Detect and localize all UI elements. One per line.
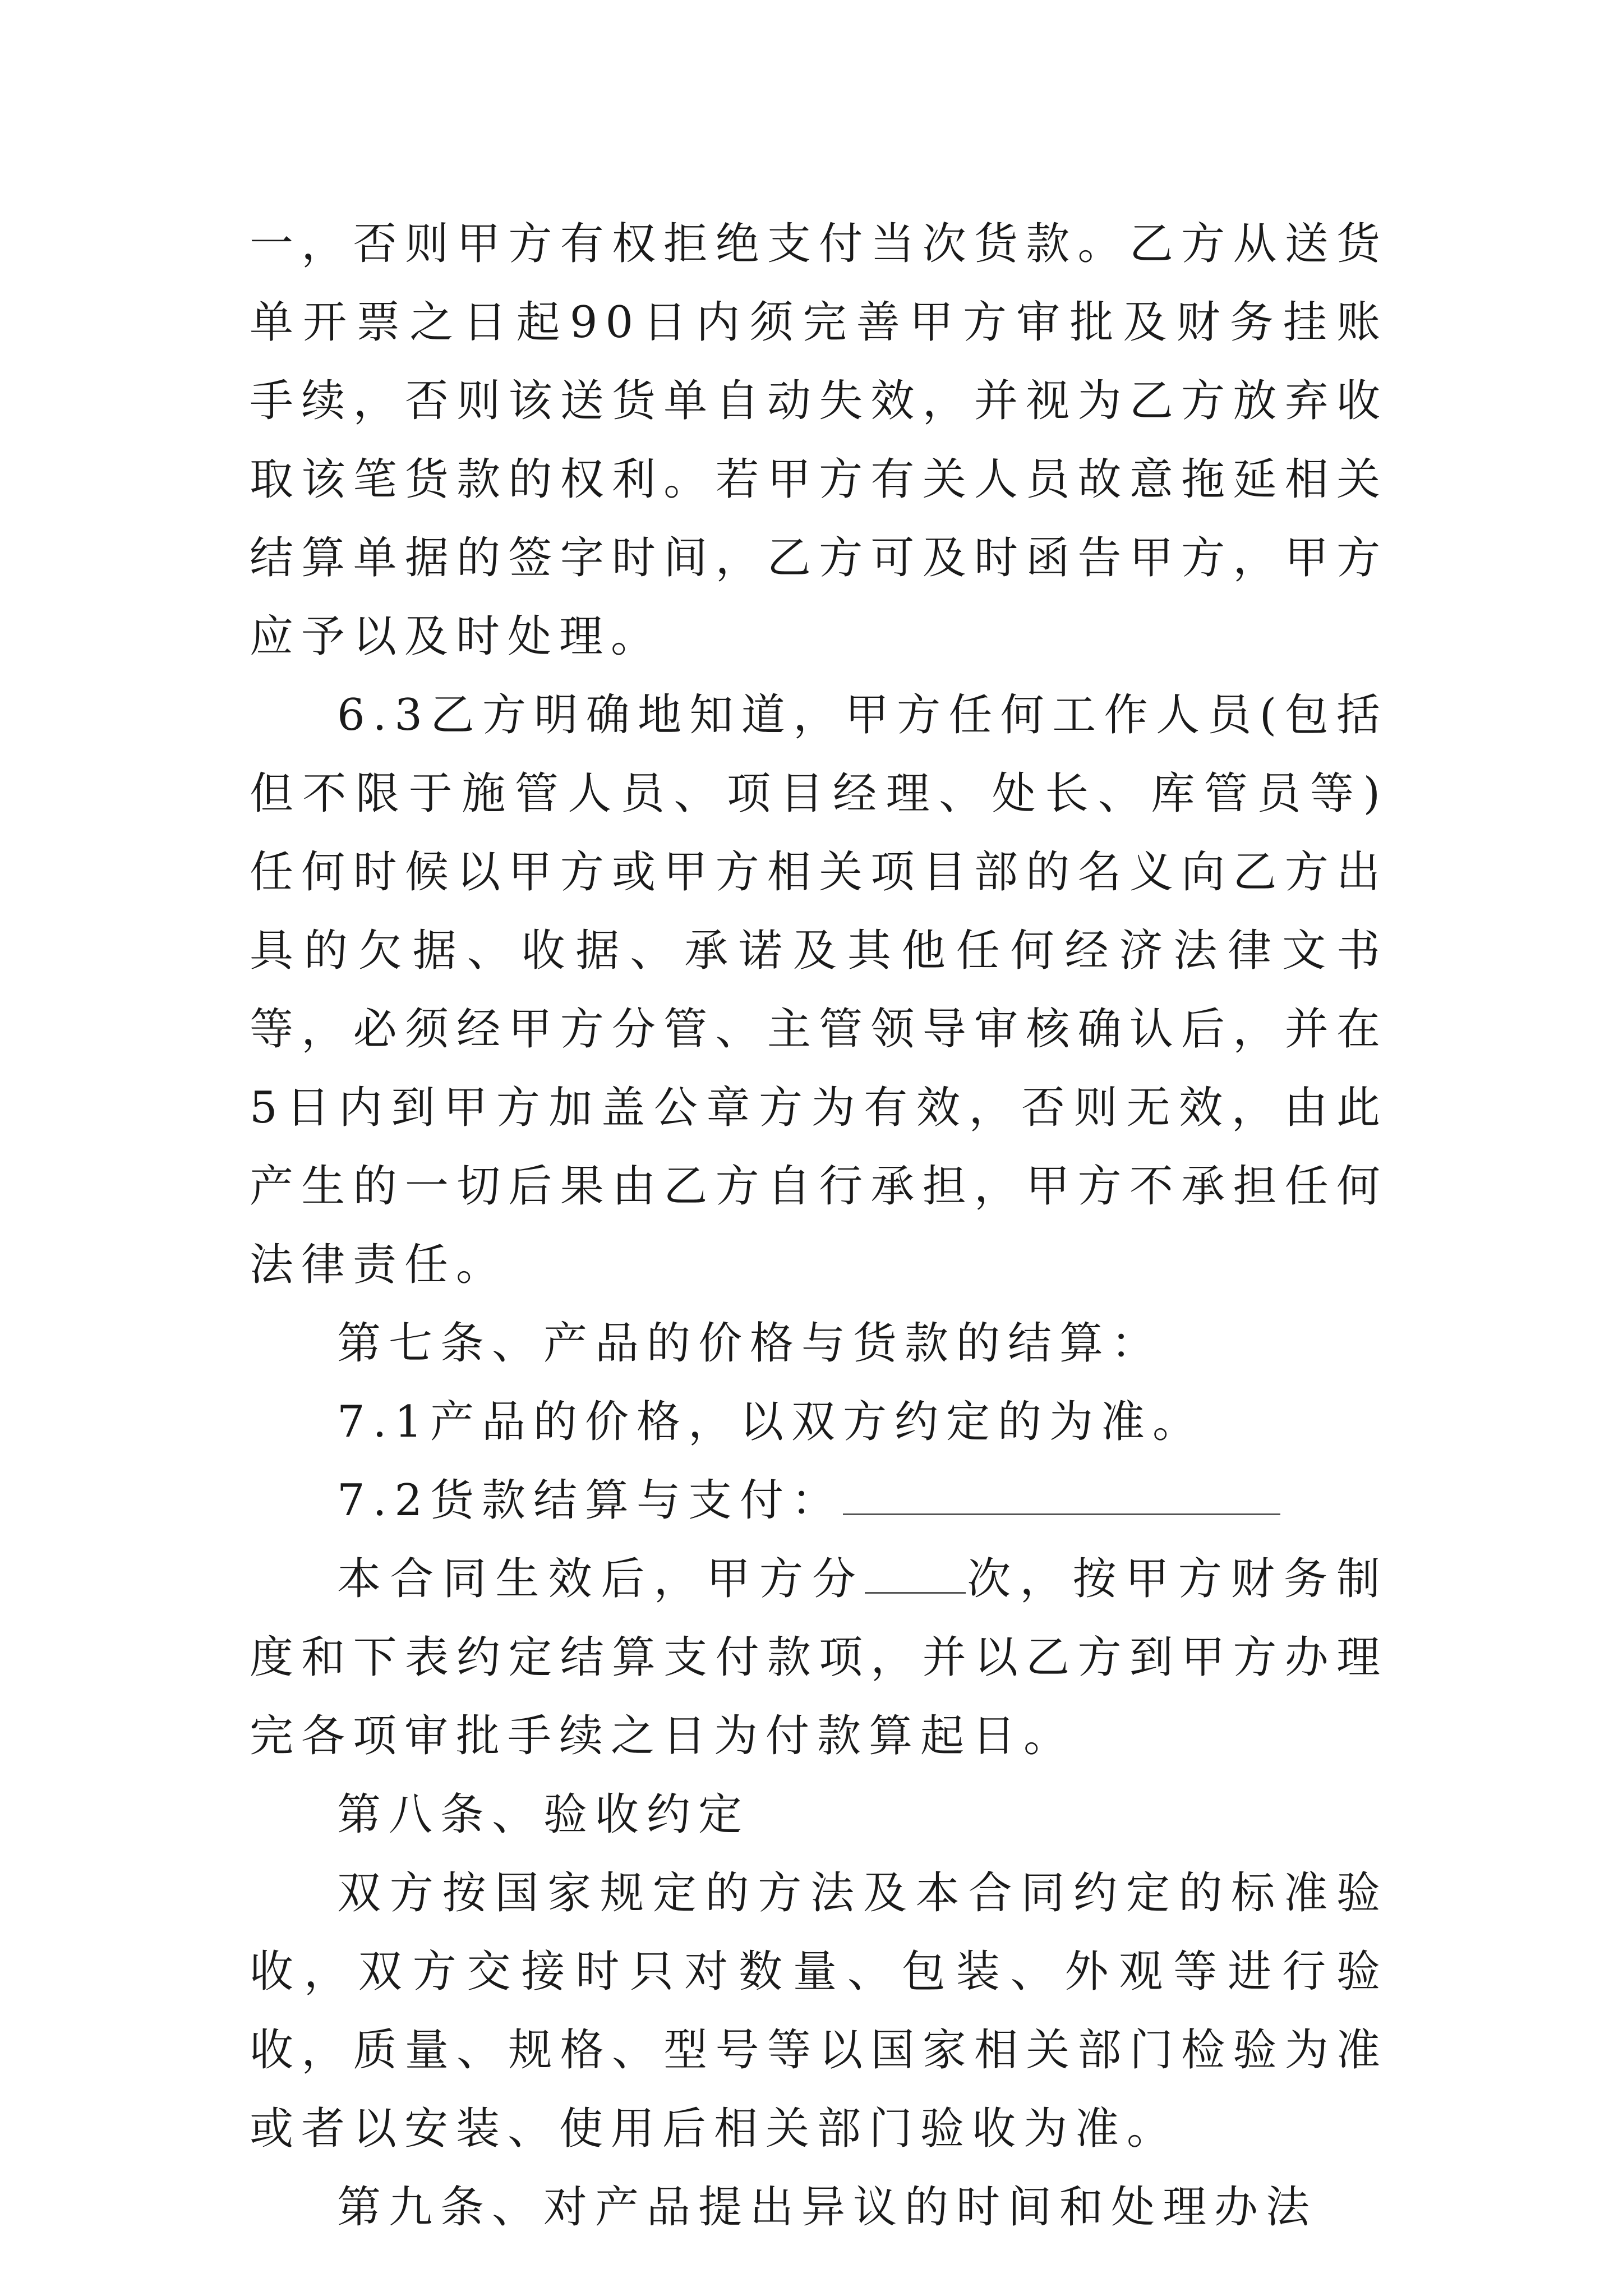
installments-text-before: 本合同生效后，甲方分 — [337, 1554, 865, 1604]
paragraph-acceptance: 双方按国家规定的方法及本合同约定的标准验收，双方交接时只对数量、包装、外观等进行验收，质量、规格、型号等以国家相关部门检验为准或者以安装、使用后相关部门验收为准。 — [250, 1868, 1388, 2154]
paragraph-continuation: 一，否则甲方有权拒绝支付当次货款。乙方从送货单开票之日起90日内须完善甲方审批及财务挂账手续，否则该送货单自动失效，并视为乙方放弃收取该笔货款的权利。若甲方有关人员故意拖延相关结算单据的签字时间，乙方可及时函告甲方，甲方应予以及时处理。 — [250, 219, 1388, 662]
installments-text-after: 次，按甲方财务制度和下表约定结算支付款项，并以乙方到甲方办理完各项审批手续之日为付款算起日。 — [250, 1554, 1388, 1761]
heading-article-7: 第七条、产品的价格与货款的结算： — [337, 1318, 1163, 1369]
heading-article-8: 第八条、验收约定 — [337, 1789, 750, 1840]
paragraph-clause-6-3: 6.3乙方明确地知道，甲方任何工作人员(包括但不限于施管人员、项目经理、处长、库管员等)任何时候以甲方或甲方相关项目部的名义向乙方出具的欠据、收据、承诺及其他任何经济法律文书等，必须经甲方分管、主管领导审核确认后，并在5日内到甲方加盖公章方为有效，否则无效，由此产生的一切后果由乙方自行承担，甲方不承担任何法律责任。 — [250, 690, 1388, 1290]
document-body — [250, 205, 1388, 2247]
paragraph-payment-installments — [250, 1540, 1388, 1775]
paragraph-clause-7-2 — [250, 1461, 1388, 1540]
heading-article-9: 第九条、对产品提出异议的时间和处理办法 — [337, 2182, 1318, 2233]
installments-count-blank[interactable] — [865, 1552, 966, 1594]
paragraph-clause-7-1: 7.1产品的价格，以双方约定的为准。 — [337, 1397, 1205, 1447]
payment-method-blank[interactable] — [843, 1473, 1280, 1515]
clause-7-2-label: 7.2货款结算与支付： — [337, 1475, 843, 1526]
